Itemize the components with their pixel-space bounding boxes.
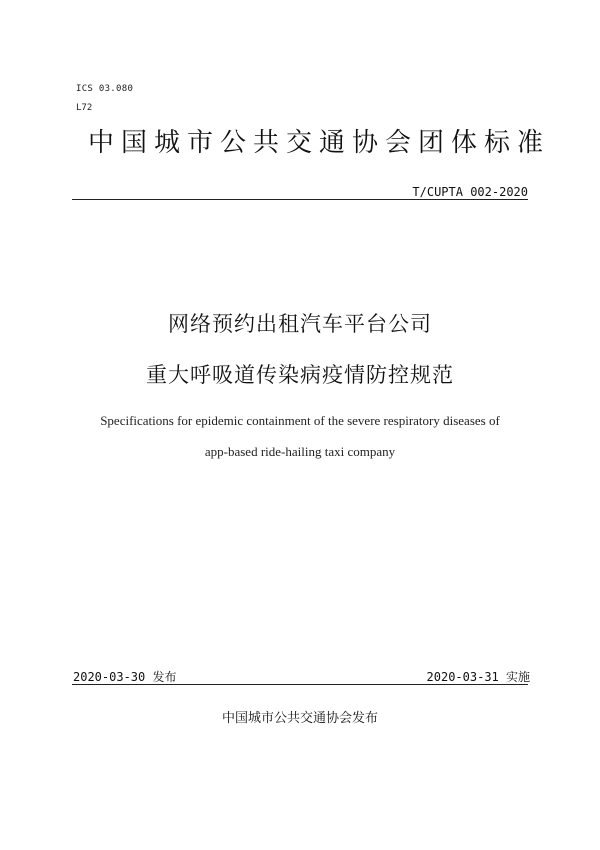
chinese-title-line-1: 网络预约出租汽车平台公司: [168, 312, 432, 336]
org-standard-title: 中国城市公共交通协会团体标准: [88, 128, 551, 158]
ccs-code: L72: [76, 103, 93, 113]
chinese-title-line-2: 重大呼吸道传染病疫情防控规范: [146, 363, 454, 387]
implement-date: 2020-03-31 实施: [426, 670, 530, 684]
ics-code: ICS 03.080: [76, 84, 134, 94]
top-divider: [72, 199, 528, 200]
publish-date: 2020-03-30 发布: [73, 670, 177, 684]
publisher: 中国城市公共交通协会发布: [221, 711, 378, 726]
english-title-line-1: Specifications for epidemic containment of the severe respiratory diseases of: [100, 413, 500, 428]
standard-number: T/CUPTA 002-2020: [412, 185, 528, 199]
english-title-line-2: app-based ride-hailing taxi company: [204, 444, 396, 459]
bottom-divider: [72, 684, 528, 685]
